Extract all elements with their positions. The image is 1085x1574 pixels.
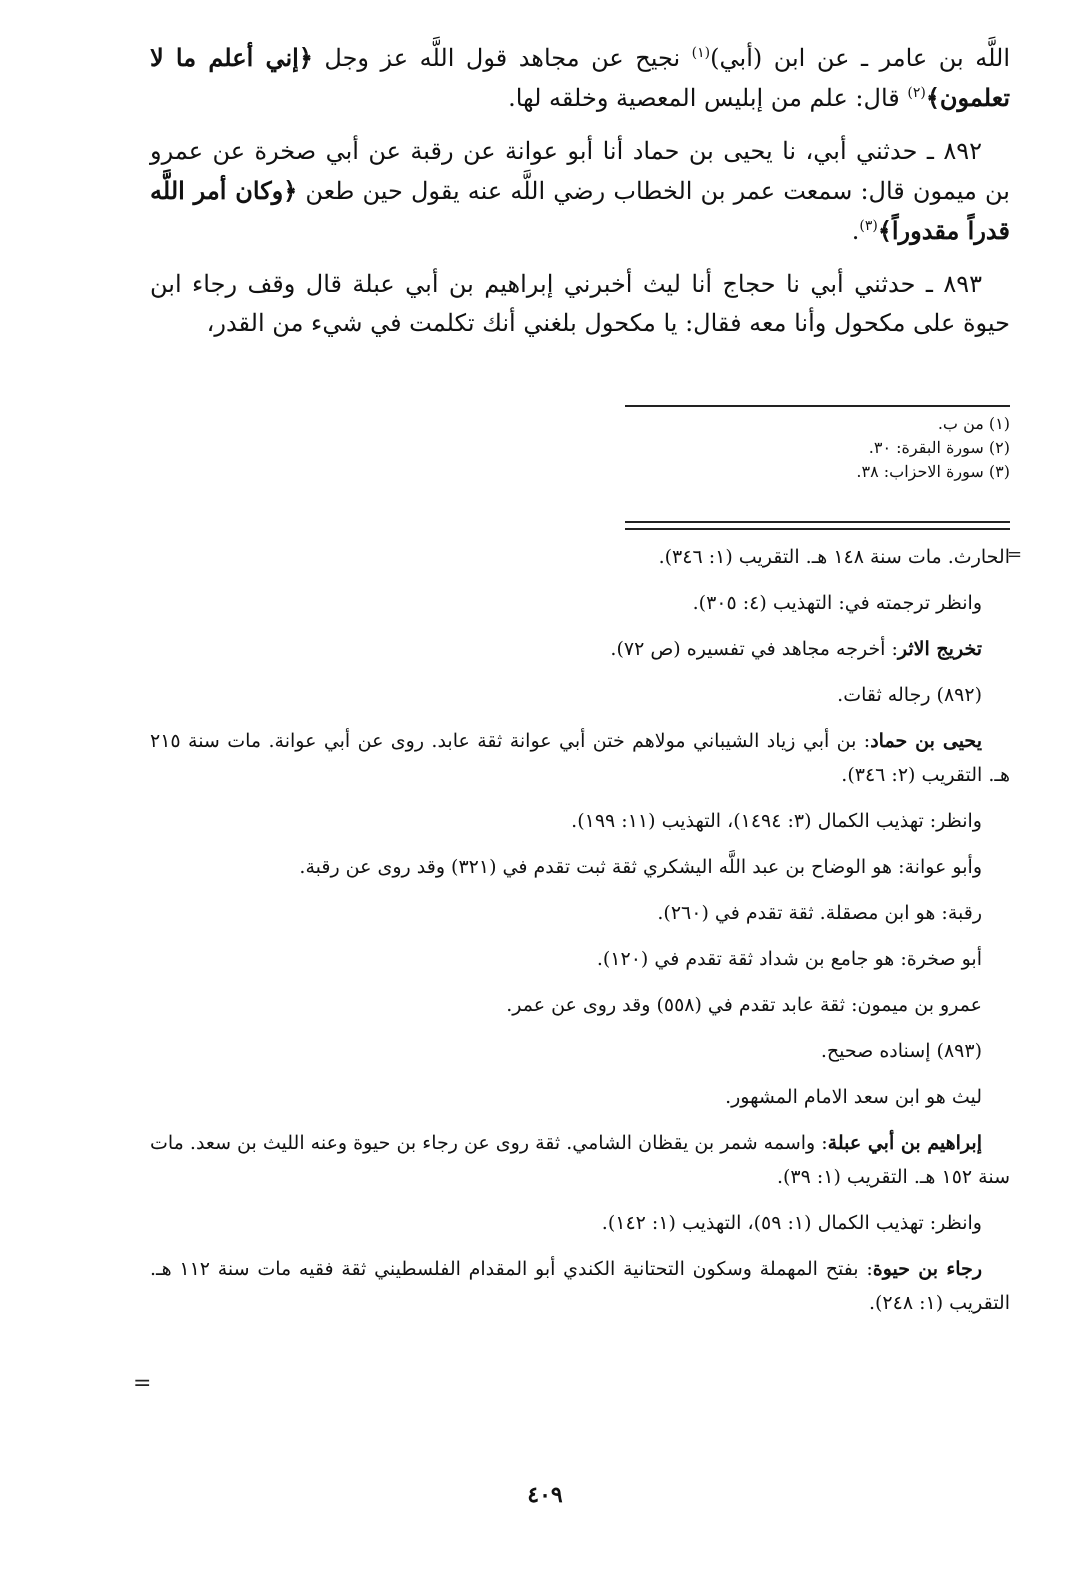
note-takhrij xyxy=(150,632,1010,666)
footnote-divider xyxy=(625,405,1010,407)
paragraph-891-continuation xyxy=(150,38,1010,118)
note-ibrahim xyxy=(150,1126,1010,1194)
main-text xyxy=(150,38,1010,357)
note-line: رقبة: هو ابن مصقلة. ثقة تقدم في (٢٦٠). xyxy=(657,902,982,924)
continuation-mark: = xyxy=(1007,544,1023,565)
continuation-mark-bottom: = xyxy=(133,1371,152,1396)
note-line: وانظر ترجمته في: التهذيب (٤: ٣٠٥). xyxy=(692,592,982,614)
text-run: نجيح عن مجاهد قول اللَّه عز وجل xyxy=(312,44,692,72)
quran-quote: ﴿وكان أمر اللَّه قدراً مقدوراً﴾ xyxy=(150,176,1010,245)
paragraph-892 xyxy=(150,132,1010,251)
text-run: اللَّه بن عامر ـ عن ابن (أبي) xyxy=(710,44,1010,72)
note-line: الحارث. مات سنة ١٤٨ هـ. التقريب (١: ٣٤٦). xyxy=(658,546,1010,568)
note-line: وانظر: تهذيب الكمال (٣: ١٤٩٤)، التهذيب (١١: ١٩٩). xyxy=(571,810,982,832)
footnotes xyxy=(625,412,1010,484)
note-label: رجاء بن حيوة xyxy=(872,1258,983,1280)
footnote-1: (١) من ب. xyxy=(937,414,1010,433)
note-text: : بفتح المهملة وسكون التحتانية الكندي أبو المقدام الفلسطيني ثقة فقيه مات سنة ١١٢ هـ. التقريب (١: ٢٤٨). xyxy=(150,1258,1010,1314)
note-893: (٨٩٣) إسناده صحيح. xyxy=(820,1040,982,1062)
note-yahya xyxy=(150,724,1010,792)
commentary-notes xyxy=(150,540,1010,1332)
footnote-ref: (١) xyxy=(691,45,711,61)
footnote-3: (٣) سورة الاحزاب: ٣٨. xyxy=(856,462,1010,481)
note-line: وأبو عوانة: هو الوضاح بن عبد اللَّه اليشكري ثقة ثبت تقدم في (٣٢١) وقد روى عن رقبة. xyxy=(299,856,982,878)
note-892: (٨٩٢) رجاله ثقات. xyxy=(837,684,982,706)
note-label: إبراهيم بن أبي عبلة xyxy=(827,1132,982,1154)
note-label: يحيى بن حماد xyxy=(870,730,982,752)
note-raja xyxy=(150,1252,1010,1320)
note-line: ليث هو ابن سعد الامام المشهور. xyxy=(725,1086,982,1108)
note-text: : واسمه شمر بن يقظان الشامي. ثقة روى عن رجاء بن حيوة وعنه الليث بن سعد. مات سنة ١٥٢ هـ. التقريب (١: ٣٩). xyxy=(150,1132,1010,1188)
footnote-ref: (٣) xyxy=(859,218,878,234)
note-label: تخريج الاثر xyxy=(897,638,982,660)
quran-quote: ﴿إني أعلم ما لا تعلمون﴾ xyxy=(150,43,1010,112)
page-number: ٤٠٩ xyxy=(527,1482,563,1508)
footnote-2: (٢) سورة البقرة: ٣٠. xyxy=(868,438,1010,457)
note-text: : بن أبي زياد الشيباني مولاهم ختن أبي عوانة ثقة عابد. روى عن أبي عوانة. مات سنة ٢١٥ هـ. التقريب (٢: ٣٤٦). xyxy=(150,730,1010,786)
text-run: قال: علم من إبليس المعصية وخلقه لها. xyxy=(508,84,908,112)
note-line: عمرو بن ميمون: ثقة عابد تقدم في (٥٥٨) وقد روى عن عمر. xyxy=(506,994,982,1016)
text-run: . xyxy=(851,217,860,245)
note-line: وانظر: تهذيب الكمال (١: ٥٩)، التهذيب (١: ١٤٢). xyxy=(601,1212,982,1234)
note-line: أبو صخرة: هو جامع بن شداد ثقة تقدم في (١٢٠). xyxy=(596,948,982,970)
notes-divider-top xyxy=(625,521,1010,523)
paragraph-893: ٨٩٣ ـ حدثني أبي نا حجاج أنا ليث أخبرني إبراهيم بن أبي عبلة قال وقف رجاء ابن حيوة على مكحول وأنا معه فقال: يا مكحول بلغني أنك تكلمت في شيء من القدر، xyxy=(150,270,1010,337)
notes-divider-bottom xyxy=(625,528,1010,530)
text-run: ٨٩٢ ـ حدثني أبي، نا يحيى بن حماد أنا أبو عوانة عن رقبة عن أبي صخرة عن عمرو بن ميمون قال: سمعت عمر بن الخطاب رضي اللَّه عنه يقول حين طعن xyxy=(150,137,1010,205)
note-text: : أخرجه مجاهد في تفسيره (ص ٧٢). xyxy=(610,638,898,660)
footnote-ref: (٢) xyxy=(907,85,926,101)
